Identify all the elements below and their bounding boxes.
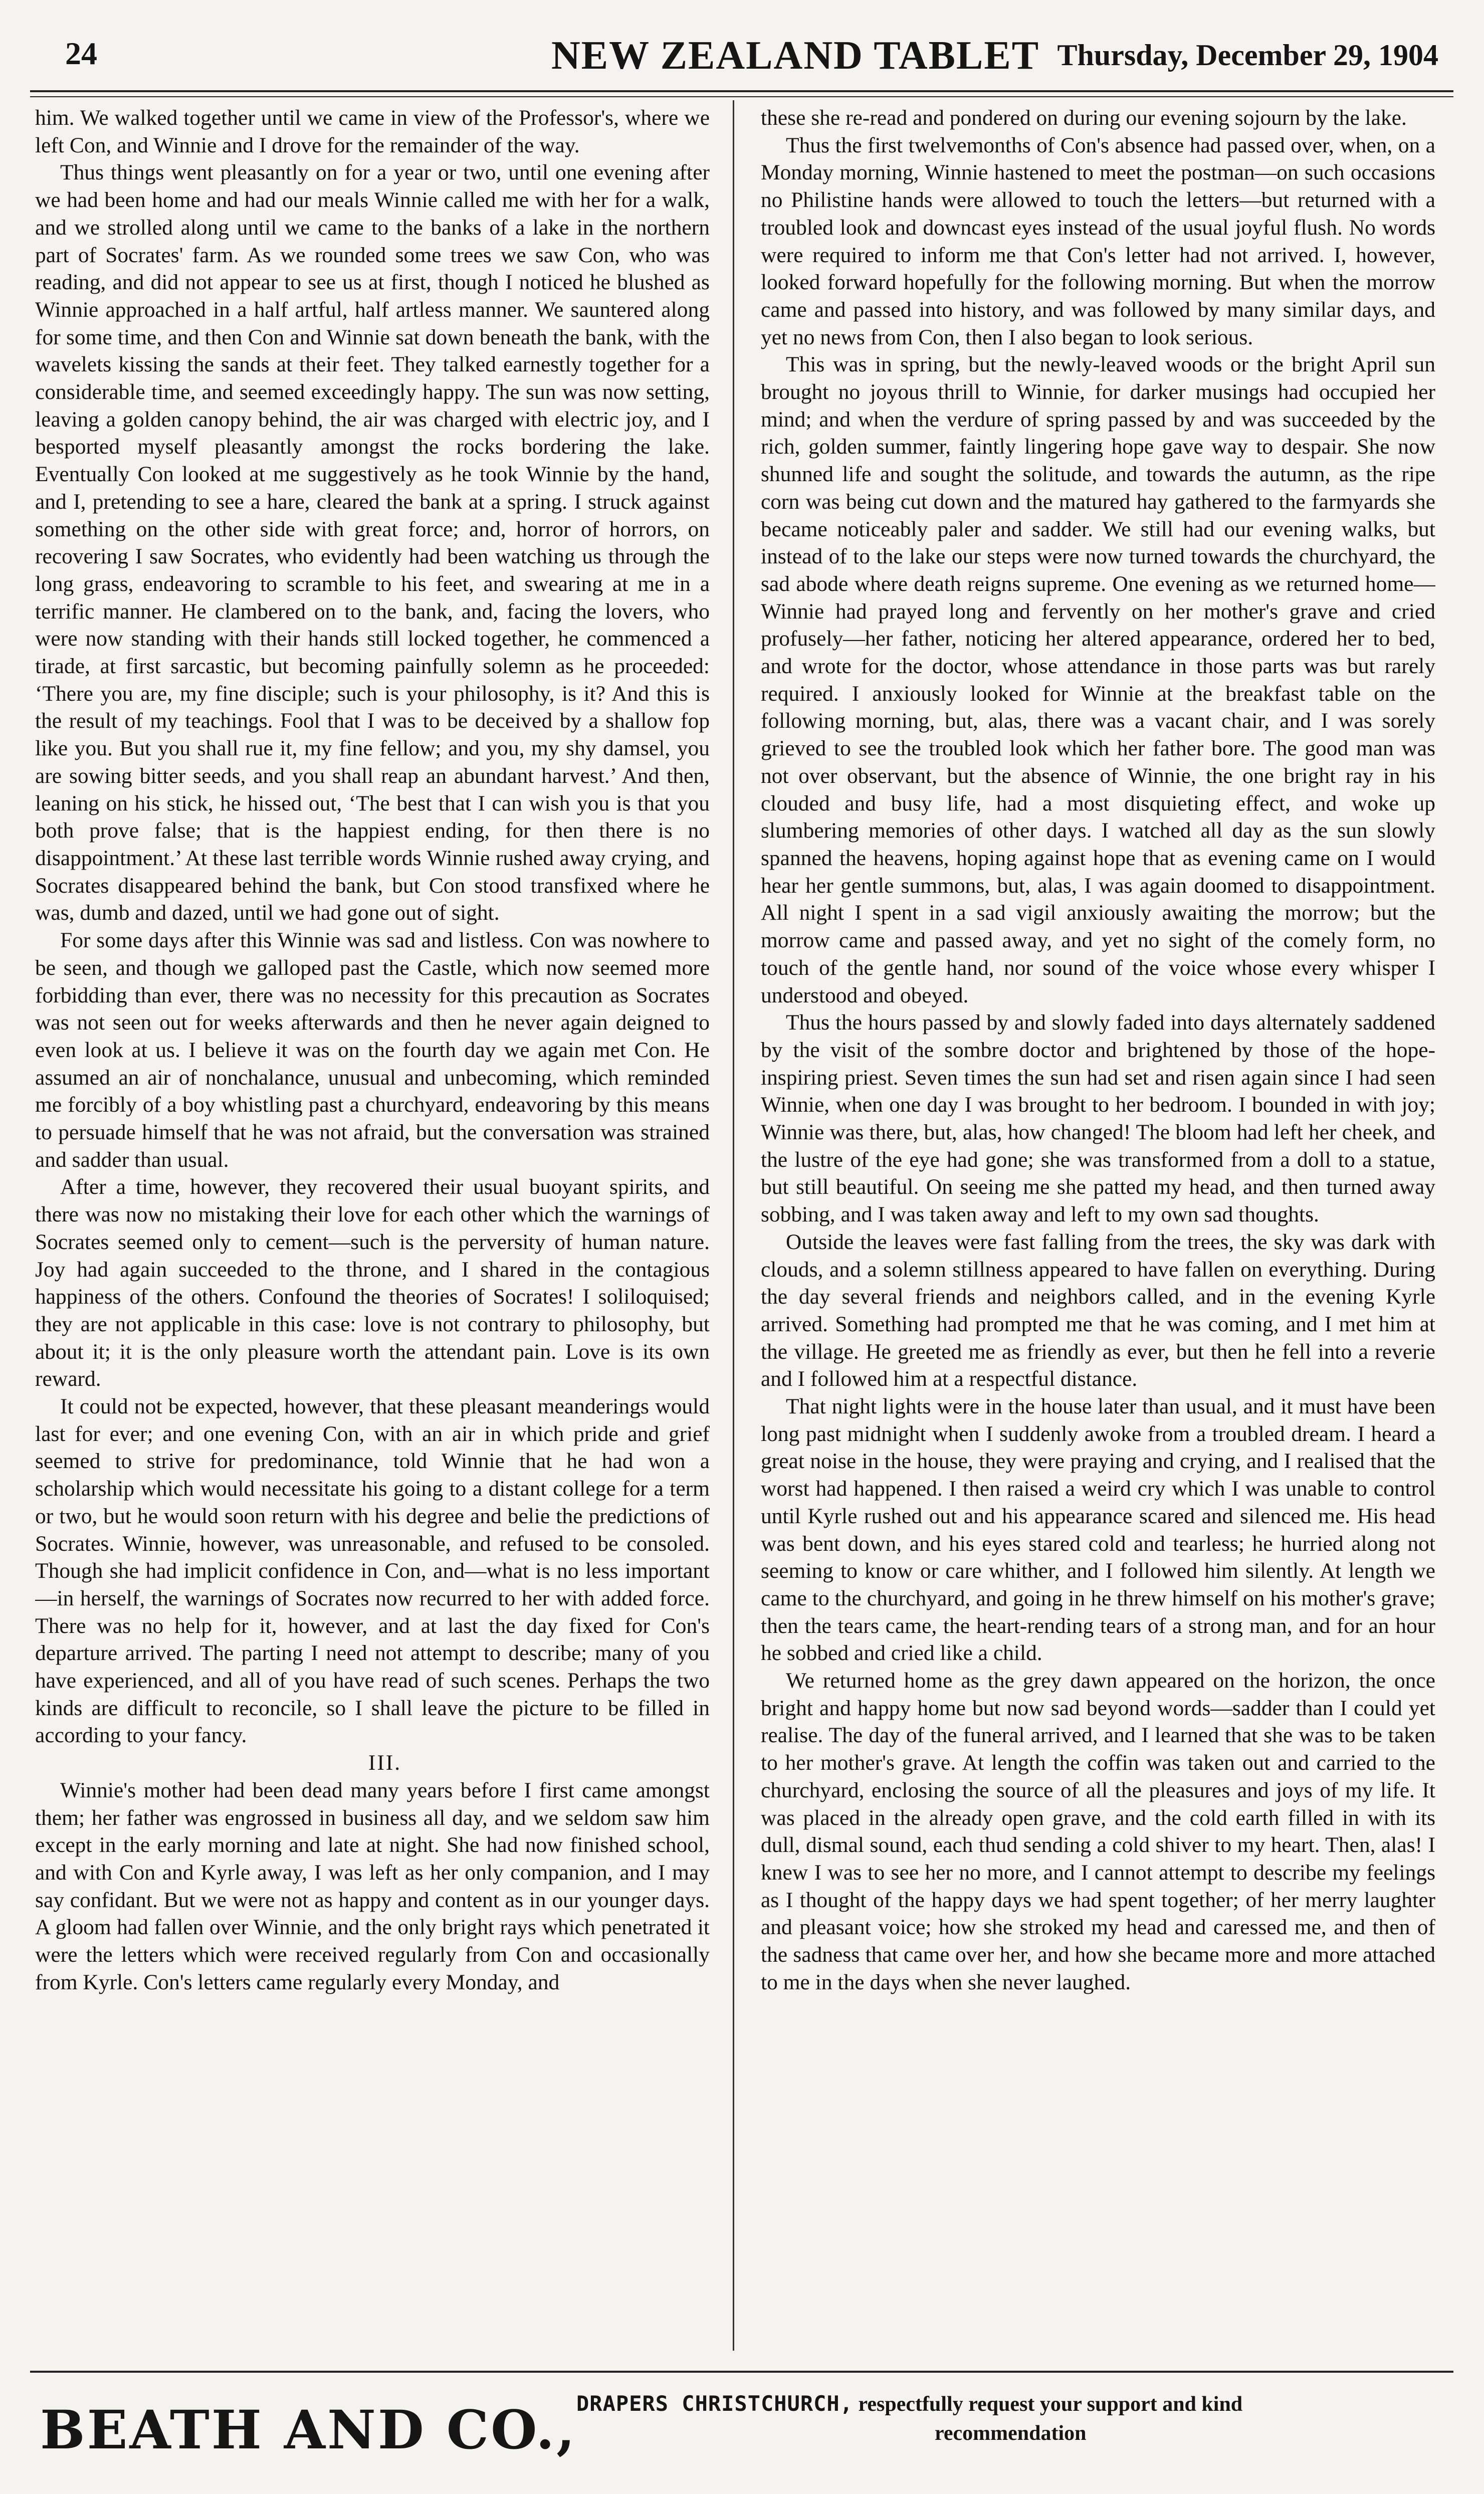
header-rule-thin	[30, 96, 1453, 97]
paragraph: Outside the leaves were fast falling from the trees, the sky was dark with clouds, and a solemn stillness appeared to have fallen on everything. During the day several friends and neighbors called, and in the evening Kyrle arrived. Something had prompted me that he was coming, and I met him at the village. He greeted me as friendly as ever, but then he fell into a reverie and I followed him at a respectful distance.	[761, 1229, 1435, 1391]
ad-line: respectfully request your support and kind	[858, 2393, 1243, 2416]
page-number: 24	[65, 36, 97, 71]
paragraph: After a time, however, they recovered their usual buoyant spirits, and there was now no mistaking their love for each other which the warnings of Socrates seemed only to cement—such is the perversity of human nature. Joy had again succeeded to the throne, and I shared in the contagious happiness of the others. Confound the theories of Socrates! I soliloquised; they are not applicable in this case: love is not contrary to philosophy, but about it; it is the only pleasure worth the attendant pain. Love is its own reward.	[35, 1175, 710, 1391]
paragraph: We returned home as the grey dawn appeared on the horizon, the once bright and happy home but now sad beyond words—sadder than I could yet realise. The day of the funeral arrived, and I learned that she was to be taken to her mother's grave. At length the coffin was taken out and carried to the churchyard, enclosing the source of all the pleasures and joys of my life. It was placed in the already open grave, and the cold earth filled in with its dull, dismal sound, each thud sending a cold shiver to my heart. Then, alas! I knew I was to see her no more, and I cannot attempt to describe my feelings as I thought of the happy days we had spent together; of her merry laughter and pleasant voice; how she stroked my head and caressed me, and then of the sadness that came over her, and how she became more and more attached to me in the days when she never laughed.	[761, 1669, 1435, 1994]
ad-line: recommendation	[935, 2422, 1087, 2445]
publication-title: NEW ZEALAND TABLET	[551, 34, 1040, 78]
paragraph: It could not be expected, however, that these pleasant meanderings would last for ever; and one evening Con, with an air in which pride and grief seemed to strive for predominance, told Winnie that he had won a scholarship which would necessitate his going to a distant college for a term or two, but he would soon return with his degree and belie the predictions of Socrates. Winnie, however, was unreasonable, and refused to be consoled. Though she had implicit confidence in Con, and—what is no less important—in herself, the warnings of Socrates now recurred to her with added force. There was no help for it, however, and at last the day fixed for Con's departure arrived. The parting I need not attempt to describe; many of you have experienced, and all of you have read of such scenes. Perhaps the two kinds are difficult to reconcile, so I shall leave the picture to be filled in according to your fancy.	[35, 1394, 710, 1748]
paragraph: him. We walked together until we came in view of the Professor's, where we left Con, and Winnie and I drove for the remainder of the way.	[35, 106, 710, 157]
paragraph: Thus the first twelvemonths of Con's absence had passed over, when, on a Monday morning, Winnie hastened to meet the postman—on such occasions no Philistine hands were allowed to touch the letters—but returned with a troubled look and downcast eyes instead of the usual joyful flush. No words were required to inform me that Con's letter had not arrived. I, however, looked forward hopefully for the following morning. But when the morrow came and passed into history, and was followed by many similar days, and yet no news from Con, then I also began to look serious.	[761, 133, 1435, 349]
advertisement	[30, 2378, 1453, 2478]
ad-text	[576, 2389, 1378, 2448]
footer-rule	[30, 2371, 1453, 2373]
ad-lead: DRAPERS CHRISTCHURCH,	[576, 2391, 854, 2416]
issue-date: Thursday, December 29, 1904	[1057, 39, 1438, 72]
paragraph: This was in spring, but the newly-leaved woods or the bright April sun brought no joyous thrill to Winnie, for darker musings had occupied her mind; and when the verdure of spring passed by and was succeeded by the rich, golden summer, faintly lingering hope gave way to despair. She now shunned life and sought the solitude, and towards the autumn, as the ripe corn was being cut down and the matured hay gathered to the farmyards she became noticeably paler and sadder. We still had our evening walks, but instead of to the lake our steps were now turned towards the churchyard, the sad abode where death reigns supreme. One evening as we returned home—Winnie had prayed long and fervently on her mother's grave and cried profusely—her father, noticing her altered appearance, ordered her to bed, and wrote for the doctor, whose attendance in those parts was but rarely required. I anxiously looked for Winnie at the breakfast table on the following morning, but, alas, there was a vacant chair, and I was sorely grieved to see the troubled look which her father bore. The good man was not over observant, but the absence of Winnie, the one bright ray in his clouded and busy life, had a most disquieting effect, and woke up slumbering memories of other days. I watched all day as the sun slowly spanned the heavens, hoping against hope that as evening came on I would hear her gentle summons, but, alas, I was again doomed to disappointment. All night I spent in a sad vigil anxiously awaiting the morrow; but the morrow came and passed away, and yet no sight of the comely form, no touch of the gentle hand, nor sound of the voice whose every whisper I understood and obeyed.	[761, 352, 1435, 1007]
paragraph: Thus things went pleasantly on for a year or two, until one evening after we had been home and had our meals Winnie called me with her for a walk, and we strolled along until we came to the banks of a lake in the northern part of Socrates' farm. As we rounded some trees we saw Con, who was reading, and did not appear to see us at first, though I noticed he blushed as Winnie approached in a half artful, half artless manner. We sauntered along for some time, and then Con and Winnie sat down beneath the bank, with the wavelets kissing the sands at their feet. They talked earnestly together for a considerable time, and seemed exceedingly happy. The sun was now setting, leaving a golden canopy behind, the air was charged with electric joy, and I besported myself pleasantly amongst the rocks bordering the lake. Eventually Con looked at me suggestively as he took Winnie by the hand, and I, pretending to see a hare, cleared the bank at a spring. I struck against something on the other side with great force; and, horror of horrors, on recovering I saw Socrates, who evidently had been watching us through the long grass, endeavoring to scramble to his feet, and swearing at me in a terrific manner. He clambered on to the bank, and, facing the lovers, who were now standing with their hands still locked together, he commenced a tirade, at first sarcastic, but becoming painfully solemn as he proceeded: ‘There you are, my fine disciple; such is your philosophy, is it? And this is the result of my teachings. Fool that I was to be deceived by a shallow fop like you. But you shall rue it, my fine fellow; and you, my shy damsel, you are sowing bitter seeds, and you shall reap an abundant harvest.’ And then, leaning on his stick, he hissed out, ‘The best that I can wish you is that you both prove false; that is the happiest ending, for then there is no disappointment.’ At these last terrible words Winnie rushed away crying, and Socrates disappeared behind the bank, but Con stood transfixed where he was, dumb and dazed, until we had gone out of sight.	[35, 160, 710, 925]
paragraph: That night lights were in the house later than usual, and it must have been long past midnight when I suddenly awoke from a troubled dream. I heard a great noise in the house, they were praying and crying, and I realised that the worst had happened. I then raised a weird cry which I was unable to control until Kyrle rushed out and his appearance scared and silenced me. His head was bent down, and his eyes stared cold and tearless; he hurried along not seeming to know or care whither, and I followed him silently. At length we came to the churchyard, and going in he threw himself on his mother's grave; then the tears came, the heart-rending tears of a strong man, and for an hour he sobbed and cried like a child.	[761, 1394, 1435, 1666]
masthead	[30, 35, 1453, 90]
section-heading: III.	[368, 1751, 402, 1775]
paragraph: Winnie's mother had been dead many years before I first came amongst them; her father was engrossed in business all day, and we seldom saw him except in the early morning and late at night. She had now finished school, and with Con and Kyrle away, I was left as her only companion, and I may say confidant. But we were not as happy and content as in our younger days. A gloom had fallen over Winnie, and the only bright rays which penetrated it were the letters which were received regularly from Con and occasionally from Kyrle. Con's letters came regularly every Monday, and	[35, 1778, 710, 1994]
ad-firm-name: BEATH AND CO.,	[40, 2398, 577, 2461]
column-right	[761, 104, 1435, 2350]
column-left	[35, 104, 710, 2350]
paragraph: these she re-read and pondered on during our evening sojourn by the lake.	[761, 106, 1407, 130]
header-rule	[30, 90, 1453, 92]
column-divider	[733, 100, 734, 2351]
paragraph: For some days after this Winnie was sad and listless. Con was nowhere to be seen, and though we galloped past the Castle, which now seemed more forbidding than ever, there was no necessity for this precaution as Socrates was not seen out for weeks afterwards and then he never again deigned to even look at us. I believe it was on the fourth day we again met Con. He assumed an air of nonchalance, unusual and unbecoming, which reminded me forcibly of a boy whistling past a churchyard, endeavoring by this means to persuade himself that he was not afraid, but the conversation was strained and sadder than usual.	[35, 928, 710, 1172]
paragraph: Thus the hours passed by and slowly faded into days alternately saddened by the visit of the sombre doctor and brightened by those of the hope-inspiring priest. Seven times the sun had set and risen again since I had seen Winnie, when one day I was brought to her bedroom. I bounded in with joy; Winnie was there, but, alas, how changed! The bloom had left her cheek, and the lustre of the eye had gone; she was transformed from a doll to a statue, but still beautiful. On seeing me she patted my head, and then turned away sobbing, and I was taken away and left to my own sad thoughts.	[761, 1010, 1435, 1227]
